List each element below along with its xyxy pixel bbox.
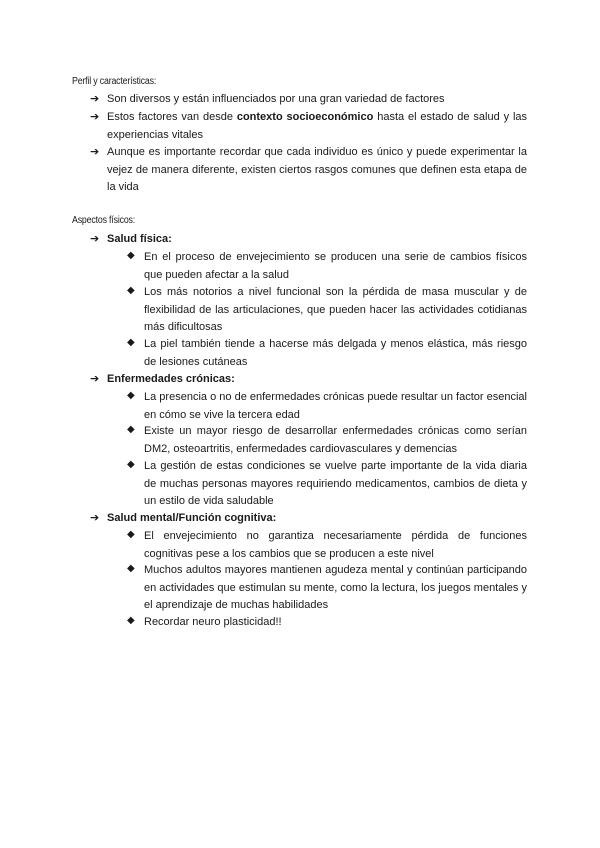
bold-text: Salud física: [107, 233, 172, 245]
section-heading-aspectos: Aspectos físicos: [72, 215, 136, 226]
list-item: La piel también tiende a hacerse más delgada y menos elástica, más riesgo de lesiones cutáneas [144, 338, 527, 368]
list-item: El envejecimiento no garantiza necesariamente pérdida de funciones cognitivas pese a los cambios que se producen a este nivel [144, 530, 527, 560]
arrow-bullet-icon: ➔ [90, 373, 100, 385]
list-item: Existe un mayor riesgo de desarrollar enfermedades crónicas como serían DM2, osteoartritis, enfermedades cardiovasculares y demencias [144, 425, 527, 455]
arrow-bullet-icon: ➔ [90, 512, 100, 524]
diamond-bullet-icon: ◆ [127, 285, 135, 296]
list-item: La presencia o no de enfermedades crónicas puede resultar un factor esencial en cómo se vive la tercera edad [144, 391, 527, 421]
diamond-bullet-icon: ◆ [127, 424, 135, 435]
arrow-bullet-icon: ➔ [90, 233, 100, 245]
text-run: hasta el estado de salud y las experiencias vitales [107, 111, 528, 141]
list-item: Aunque es importante recordar que cada individuo es único y puede experimentar la vejez de manera diferente, existen ciertos rasgos comunes que definen esta etapa de la vida [107, 146, 527, 193]
arrow-bullet-icon: ➔ [90, 146, 100, 158]
list-item: Los más notorios a nivel funcional son la pérdida de masa muscular y de flexibilidad de las articulaciones, que pueden hacer las actividades cotidianas más dificultosas [144, 286, 527, 333]
diamond-bullet-icon: ◆ [127, 250, 135, 261]
diamond-bullet-icon: ◆ [127, 390, 135, 401]
list-item [107, 109, 527, 144]
subsection-title-salud-mental [107, 510, 527, 528]
diamond-bullet-icon: ◆ [127, 563, 135, 574]
diamond-bullet-icon: ◆ [127, 615, 135, 626]
list-item: Son diversos y están influenciados por una gran variedad de factores [107, 93, 445, 105]
subsection-title-enfermedades [107, 371, 527, 389]
diamond-bullet-icon: ◆ [127, 337, 135, 348]
subsection-title-salud-fisica [107, 231, 527, 249]
diamond-bullet-icon: ◆ [127, 459, 135, 470]
bold-text: Enfermedades crónicas: [107, 373, 235, 385]
list-item: Muchos adultos mayores mantienen agudeza mental y continúan participando en actividades que estimulan su mente, como la lectura, los juegos mentales y el aprendizaje de muchas habilidades [144, 564, 527, 611]
text-run: Estos factores van desde [107, 111, 237, 123]
list-item: La gestión de estas condiciones se vuelve parte importante de la vida diaria de muchas personas mayores requiriendo medicamentos, cambios de dieta y un estilo de vida saludable [144, 460, 527, 507]
bold-text: contexto socioeconómico [236, 111, 374, 123]
bold-text: Salud mental/Función cognitiva: [107, 512, 277, 524]
list-item: Recordar neuro plasticidad!! [144, 616, 282, 628]
diamond-bullet-icon: ◆ [127, 529, 135, 540]
list-item: En el proceso de envejecimiento se producen una serie de cambios físicos que pueden afectar a la salud [144, 251, 527, 281]
section-heading-perfil: Perfil y características: [72, 76, 157, 87]
arrow-bullet-icon: ➔ [90, 93, 100, 105]
arrow-bullet-icon: ➔ [90, 111, 100, 123]
